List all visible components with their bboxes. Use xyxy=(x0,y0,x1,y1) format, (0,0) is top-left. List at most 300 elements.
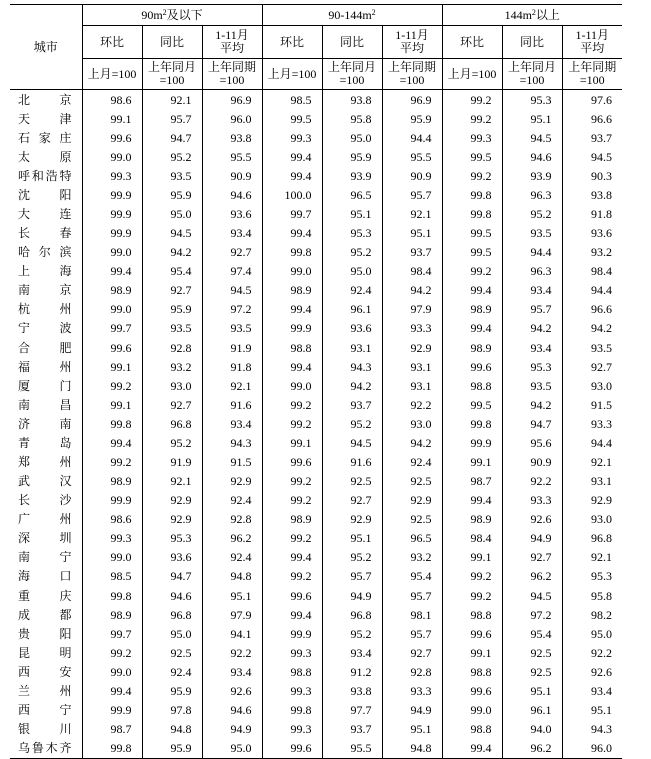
table-row xyxy=(10,643,622,662)
value-cell: 99.2 xyxy=(442,109,502,128)
table-row xyxy=(10,224,622,243)
value-cell: 96.2 xyxy=(502,567,562,586)
city-name: 石家庄 xyxy=(18,130,72,145)
value-cell: 91.5 xyxy=(202,452,262,471)
value-cell: 98.6 xyxy=(82,90,142,110)
value-cell: 94.2 xyxy=(502,319,562,338)
value-cell: 93.5 xyxy=(142,319,202,338)
value-cell: 95.0 xyxy=(202,739,262,759)
mom-base-header: 上月=100 xyxy=(82,59,142,90)
group-header-medium xyxy=(262,5,442,26)
value-cell: 95.2 xyxy=(322,414,382,433)
value-cell: 99.0 xyxy=(82,243,142,262)
value-cell: 99.6 xyxy=(82,338,142,357)
value-cell: 99.9 xyxy=(82,491,142,510)
city-name: 长春 xyxy=(18,226,72,241)
value-cell: 96.1 xyxy=(502,701,562,720)
value-cell: 92.5 xyxy=(142,643,202,662)
value-cell: 95.7 xyxy=(502,300,562,319)
value-cell: 92.5 xyxy=(502,643,562,662)
value-cell: 99.0 xyxy=(82,300,142,319)
value-cell: 92.1 xyxy=(142,472,202,491)
sub-header-row xyxy=(10,26,622,59)
value-cell: 95.1 xyxy=(382,720,442,739)
value-cell: 94.1 xyxy=(202,624,262,643)
table-row xyxy=(10,204,622,223)
value-cell: 92.4 xyxy=(382,452,442,471)
value-cell: 94.2 xyxy=(382,281,442,300)
value-cell: 99.3 xyxy=(262,681,322,700)
yoy-base-line2: =100 xyxy=(339,73,365,87)
value-cell: 95.0 xyxy=(322,262,382,281)
value-cell: 92.7 xyxy=(202,243,262,262)
value-cell: 96.9 xyxy=(382,90,442,110)
city-name: 沈阳 xyxy=(18,187,72,202)
value-cell: 95.9 xyxy=(322,147,382,166)
yoy-base-line1: 上年同月 xyxy=(327,60,376,74)
yoy-base-line1: 上年同月 xyxy=(507,60,556,74)
group-large-sup: 2 xyxy=(531,8,536,17)
value-cell: 93.6 xyxy=(322,319,382,338)
value-cell: 93.4 xyxy=(202,414,262,433)
table-row xyxy=(10,243,622,262)
table-row xyxy=(10,395,622,414)
value-cell: 95.1 xyxy=(322,204,382,223)
value-cell: 94.6 xyxy=(202,701,262,720)
value-cell: 93.6 xyxy=(142,548,202,567)
table-row xyxy=(10,491,622,510)
value-cell: 95.8 xyxy=(562,586,622,605)
value-cell: 99.0 xyxy=(82,548,142,567)
value-cell: 95.1 xyxy=(562,701,622,720)
value-cell: 93.8 xyxy=(322,681,382,700)
city-name: 武汉 xyxy=(18,474,72,489)
value-cell: 93.0 xyxy=(562,510,622,529)
value-cell: 93.6 xyxy=(562,224,622,243)
table-row xyxy=(10,357,622,376)
value-cell: 92.6 xyxy=(562,662,622,681)
value-cell: 93.2 xyxy=(562,243,622,262)
value-cell: 99.1 xyxy=(442,643,502,662)
value-cell: 95.9 xyxy=(142,300,202,319)
yoy-header: 同比 xyxy=(142,26,202,59)
value-cell: 94.3 xyxy=(322,357,382,376)
city-name: 青岛 xyxy=(18,435,72,450)
value-cell: 91.2 xyxy=(322,662,382,681)
value-cell: 92.5 xyxy=(322,472,382,491)
value-cell: 96.2 xyxy=(502,739,562,759)
value-cell: 92.8 xyxy=(142,338,202,357)
value-cell: 94.6 xyxy=(502,147,562,166)
table-row xyxy=(10,624,622,643)
city-name: 西安 xyxy=(18,664,72,679)
value-cell: 93.1 xyxy=(382,357,442,376)
value-cell: 93.8 xyxy=(562,185,622,204)
city-name: 昆明 xyxy=(18,645,72,660)
value-cell: 90.9 xyxy=(202,166,262,185)
city-name: 北京 xyxy=(18,92,72,107)
value-cell: 98.9 xyxy=(82,605,142,624)
yoy-base-header xyxy=(502,59,562,90)
value-cell: 99.9 xyxy=(442,433,502,452)
value-cell: 99.6 xyxy=(442,357,502,376)
avg-base-header xyxy=(382,59,442,90)
city-name: 南京 xyxy=(18,283,72,298)
value-cell: 98.6 xyxy=(82,510,142,529)
value-cell: 99.4 xyxy=(262,548,322,567)
value-cell: 91.9 xyxy=(142,452,202,471)
table-row xyxy=(10,510,622,529)
value-cell: 92.1 xyxy=(562,452,622,471)
value-cell: 95.7 xyxy=(382,185,442,204)
city-column-header: 城市 xyxy=(10,5,82,90)
table-row xyxy=(10,472,622,491)
avg-base-header xyxy=(202,59,262,90)
value-cell: 99.0 xyxy=(82,662,142,681)
value-cell: 92.6 xyxy=(202,681,262,700)
value-cell: 99.1 xyxy=(262,433,322,452)
value-cell: 99.4 xyxy=(262,605,322,624)
city-name: 合肥 xyxy=(18,340,72,355)
value-cell: 95.3 xyxy=(562,567,622,586)
value-cell: 99.7 xyxy=(82,319,142,338)
value-cell: 94.2 xyxy=(142,243,202,262)
value-cell: 99.2 xyxy=(82,376,142,395)
value-cell: 99.2 xyxy=(82,452,142,471)
value-cell: 92.9 xyxy=(142,510,202,529)
value-cell: 98.4 xyxy=(562,262,622,281)
value-cell: 93.1 xyxy=(382,376,442,395)
value-cell: 94.6 xyxy=(202,185,262,204)
value-cell: 92.6 xyxy=(502,510,562,529)
value-cell: 99.0 xyxy=(442,701,502,720)
value-cell: 92.4 xyxy=(202,491,262,510)
value-cell: 98.9 xyxy=(442,510,502,529)
value-cell: 94.3 xyxy=(202,433,262,452)
value-cell: 99.7 xyxy=(262,204,322,223)
value-cell: 90.9 xyxy=(502,452,562,471)
value-cell: 93.8 xyxy=(322,90,382,110)
value-cell: 92.9 xyxy=(202,472,262,491)
value-cell: 97.9 xyxy=(382,300,442,319)
table-row xyxy=(10,109,622,128)
value-cell: 93.3 xyxy=(382,681,442,700)
value-cell: 99.4 xyxy=(262,166,322,185)
value-cell: 94.5 xyxy=(142,224,202,243)
value-cell: 98.1 xyxy=(382,605,442,624)
value-cell: 95.1 xyxy=(322,529,382,548)
value-cell: 95.3 xyxy=(502,90,562,110)
value-cell: 93.9 xyxy=(502,166,562,185)
value-cell: 99.4 xyxy=(82,262,142,281)
value-cell: 99.2 xyxy=(442,262,502,281)
city-name: 哈尔滨 xyxy=(18,245,72,260)
value-cell: 93.0 xyxy=(142,376,202,395)
value-cell: 99.6 xyxy=(442,681,502,700)
value-cell: 99.9 xyxy=(262,319,322,338)
value-cell: 94.0 xyxy=(502,720,562,739)
avg-base-header xyxy=(562,59,622,90)
value-cell: 95.0 xyxy=(322,128,382,147)
yoy-base-line2: =100 xyxy=(159,73,185,87)
value-cell: 94.4 xyxy=(502,243,562,262)
value-cell: 99.1 xyxy=(82,357,142,376)
value-cell: 99.2 xyxy=(442,586,502,605)
value-cell: 99.8 xyxy=(442,185,502,204)
value-cell: 92.5 xyxy=(502,662,562,681)
value-cell: 91.6 xyxy=(322,452,382,471)
value-cell: 99.9 xyxy=(82,204,142,223)
value-cell: 99.4 xyxy=(442,491,502,510)
value-cell: 93.2 xyxy=(382,548,442,567)
city-name: 大连 xyxy=(18,207,72,221)
price-index-table-container xyxy=(10,4,622,759)
value-cell: 94.2 xyxy=(562,319,622,338)
value-cell: 95.9 xyxy=(382,109,442,128)
value-cell: 94.9 xyxy=(322,586,382,605)
value-cell: 99.2 xyxy=(82,643,142,662)
value-cell: 92.8 xyxy=(202,510,262,529)
value-cell: 95.3 xyxy=(322,224,382,243)
value-cell: 97.4 xyxy=(202,262,262,281)
table-row xyxy=(10,739,622,759)
mom-base-header: 上月=100 xyxy=(262,59,322,90)
value-cell: 99.4 xyxy=(442,281,502,300)
value-cell: 99.5 xyxy=(442,224,502,243)
value-cell: 91.8 xyxy=(202,357,262,376)
value-cell: 92.4 xyxy=(322,281,382,300)
value-cell: 99.1 xyxy=(442,452,502,471)
city-name: 广州 xyxy=(18,512,72,527)
avg-header-line2: 平均 xyxy=(219,41,244,55)
value-cell: 96.0 xyxy=(562,739,622,759)
value-cell: 95.2 xyxy=(142,147,202,166)
group-small-base: 90m xyxy=(141,8,163,22)
group-small-sup: 2 xyxy=(162,8,167,17)
value-cell: 93.4 xyxy=(202,224,262,243)
value-cell: 93.3 xyxy=(382,319,442,338)
table-row xyxy=(10,681,622,700)
value-cell: 93.4 xyxy=(202,662,262,681)
value-cell: 92.1 xyxy=(142,90,202,110)
value-cell: 99.9 xyxy=(82,701,142,720)
value-cell: 98.9 xyxy=(442,300,502,319)
value-cell: 97.7 xyxy=(322,701,382,720)
value-cell: 98.2 xyxy=(562,605,622,624)
value-cell: 98.8 xyxy=(442,720,502,739)
value-cell: 95.2 xyxy=(142,433,202,452)
value-cell: 94.7 xyxy=(502,414,562,433)
value-cell: 93.5 xyxy=(142,166,202,185)
value-cell: 95.1 xyxy=(502,681,562,700)
yoy-header: 同比 xyxy=(322,26,382,59)
value-cell: 95.6 xyxy=(502,433,562,452)
city-name: 呼和浩特 xyxy=(18,168,72,183)
value-cell: 95.9 xyxy=(142,681,202,700)
table-row xyxy=(10,185,622,204)
value-cell: 96.5 xyxy=(382,529,442,548)
value-cell: 94.4 xyxy=(382,128,442,147)
value-cell: 95.7 xyxy=(382,586,442,605)
mom-header: 环比 xyxy=(262,26,322,59)
value-cell: 99.6 xyxy=(262,739,322,759)
value-cell: 99.4 xyxy=(262,224,322,243)
value-cell: 94.5 xyxy=(502,128,562,147)
value-cell: 94.6 xyxy=(142,586,202,605)
value-cell: 97.2 xyxy=(502,605,562,624)
avg-base-line1: 上年同期 xyxy=(207,60,256,74)
value-cell: 99.1 xyxy=(82,395,142,414)
value-cell: 99.1 xyxy=(442,548,502,567)
value-cell: 98.9 xyxy=(262,510,322,529)
value-cell: 99.9 xyxy=(82,185,142,204)
city-name: 成都 xyxy=(18,607,72,622)
value-cell: 91.9 xyxy=(202,338,262,357)
value-cell: 92.1 xyxy=(562,548,622,567)
value-cell: 96.8 xyxy=(142,414,202,433)
value-cell: 92.2 xyxy=(562,643,622,662)
value-cell: 93.7 xyxy=(562,128,622,147)
value-cell: 95.3 xyxy=(502,357,562,376)
group-large-base: 144m xyxy=(504,8,532,22)
city-name: 重庆 xyxy=(18,588,72,603)
yoy-base-line1: 上年同月 xyxy=(147,60,196,74)
value-cell: 91.6 xyxy=(202,395,262,414)
value-cell: 99.9 xyxy=(82,224,142,243)
value-cell: 92.9 xyxy=(382,338,442,357)
avg-header-line1: 1-11月 xyxy=(575,28,610,42)
city-name: 郑州 xyxy=(18,455,72,470)
value-cell: 94.5 xyxy=(202,281,262,300)
city-name: 太原 xyxy=(18,149,72,164)
value-cell: 92.2 xyxy=(202,643,262,662)
value-cell: 96.8 xyxy=(562,529,622,548)
value-cell: 94.5 xyxy=(322,433,382,452)
city-name: 银川 xyxy=(18,722,72,737)
value-cell: 99.6 xyxy=(262,452,322,471)
value-cell: 99.6 xyxy=(262,586,322,605)
city-name: 南宁 xyxy=(18,550,72,565)
value-cell: 99.1 xyxy=(82,109,142,128)
value-cell: 99.6 xyxy=(442,624,502,643)
value-cell: 96.1 xyxy=(322,300,382,319)
city-name: 海口 xyxy=(18,569,72,584)
table-row xyxy=(10,147,622,166)
group-medium-base: 90-144m xyxy=(328,8,372,22)
group-header-small xyxy=(82,5,262,26)
group-header-large xyxy=(442,5,622,26)
value-cell: 95.7 xyxy=(142,109,202,128)
value-cell: 95.1 xyxy=(502,109,562,128)
value-cell: 99.8 xyxy=(82,739,142,759)
value-cell: 99.2 xyxy=(262,529,322,548)
value-cell: 93.8 xyxy=(202,128,262,147)
value-cell: 99.2 xyxy=(262,567,322,586)
value-cell: 95.9 xyxy=(142,739,202,759)
value-cell: 93.4 xyxy=(502,338,562,357)
value-cell: 95.8 xyxy=(322,109,382,128)
group-medium-sup: 2 xyxy=(371,8,376,17)
value-cell: 92.9 xyxy=(142,491,202,510)
yoy-base-header xyxy=(142,59,202,90)
city-name: 西宁 xyxy=(18,703,72,718)
value-cell: 98.9 xyxy=(82,472,142,491)
value-cell: 95.7 xyxy=(382,624,442,643)
table-row xyxy=(10,567,622,586)
table-row xyxy=(10,414,622,433)
value-cell: 99.2 xyxy=(442,166,502,185)
value-cell: 94.5 xyxy=(562,147,622,166)
value-cell: 99.8 xyxy=(262,701,322,720)
value-cell: 94.8 xyxy=(202,567,262,586)
value-cell: 95.1 xyxy=(382,224,442,243)
value-cell: 92.9 xyxy=(562,491,622,510)
value-cell: 93.4 xyxy=(562,681,622,700)
value-cell: 99.5 xyxy=(442,395,502,414)
value-cell: 98.8 xyxy=(442,605,502,624)
value-cell: 99.8 xyxy=(82,414,142,433)
table-row xyxy=(10,720,622,739)
table-header xyxy=(10,5,622,90)
value-cell: 99.2 xyxy=(442,567,502,586)
value-cell: 99.3 xyxy=(262,128,322,147)
value-cell: 96.0 xyxy=(202,109,262,128)
value-cell: 92.7 xyxy=(382,643,442,662)
avg-base-line1: 上年同期 xyxy=(568,60,617,74)
value-cell: 90.3 xyxy=(562,166,622,185)
group-large-suffix: 以上 xyxy=(535,8,560,22)
value-cell: 98.4 xyxy=(382,262,442,281)
value-cell: 98.8 xyxy=(442,376,502,395)
value-cell: 93.9 xyxy=(322,166,382,185)
value-cell: 96.8 xyxy=(142,605,202,624)
value-cell: 95.2 xyxy=(502,204,562,223)
value-cell: 92.5 xyxy=(382,510,442,529)
value-cell: 94.9 xyxy=(382,701,442,720)
value-cell: 99.4 xyxy=(82,681,142,700)
table-row xyxy=(10,586,622,605)
value-cell: 93.0 xyxy=(562,376,622,395)
yoy-base-line2: =100 xyxy=(519,73,545,87)
value-cell: 99.3 xyxy=(262,720,322,739)
avg-header xyxy=(562,26,622,59)
value-cell: 95.4 xyxy=(142,262,202,281)
value-cell: 98.7 xyxy=(82,720,142,739)
value-cell: 95.1 xyxy=(202,586,262,605)
table-row xyxy=(10,548,622,567)
table-row xyxy=(10,376,622,395)
value-cell: 95.5 xyxy=(202,147,262,166)
value-cell: 92.4 xyxy=(142,662,202,681)
value-cell: 99.0 xyxy=(262,376,322,395)
value-cell: 99.2 xyxy=(262,414,322,433)
value-cell: 92.2 xyxy=(382,395,442,414)
value-cell: 99.2 xyxy=(262,491,322,510)
value-cell: 92.9 xyxy=(382,491,442,510)
value-cell: 99.3 xyxy=(262,643,322,662)
value-cell: 99.8 xyxy=(262,243,322,262)
city-name: 深圳 xyxy=(18,531,72,546)
value-cell: 99.8 xyxy=(442,414,502,433)
table-row xyxy=(10,452,622,471)
avg-header xyxy=(382,26,442,59)
value-cell: 93.1 xyxy=(562,472,622,491)
value-cell: 96.3 xyxy=(502,262,562,281)
value-cell: 94.3 xyxy=(562,720,622,739)
value-cell: 93.6 xyxy=(202,204,262,223)
mom-header: 环比 xyxy=(82,26,142,59)
value-cell: 99.8 xyxy=(82,586,142,605)
